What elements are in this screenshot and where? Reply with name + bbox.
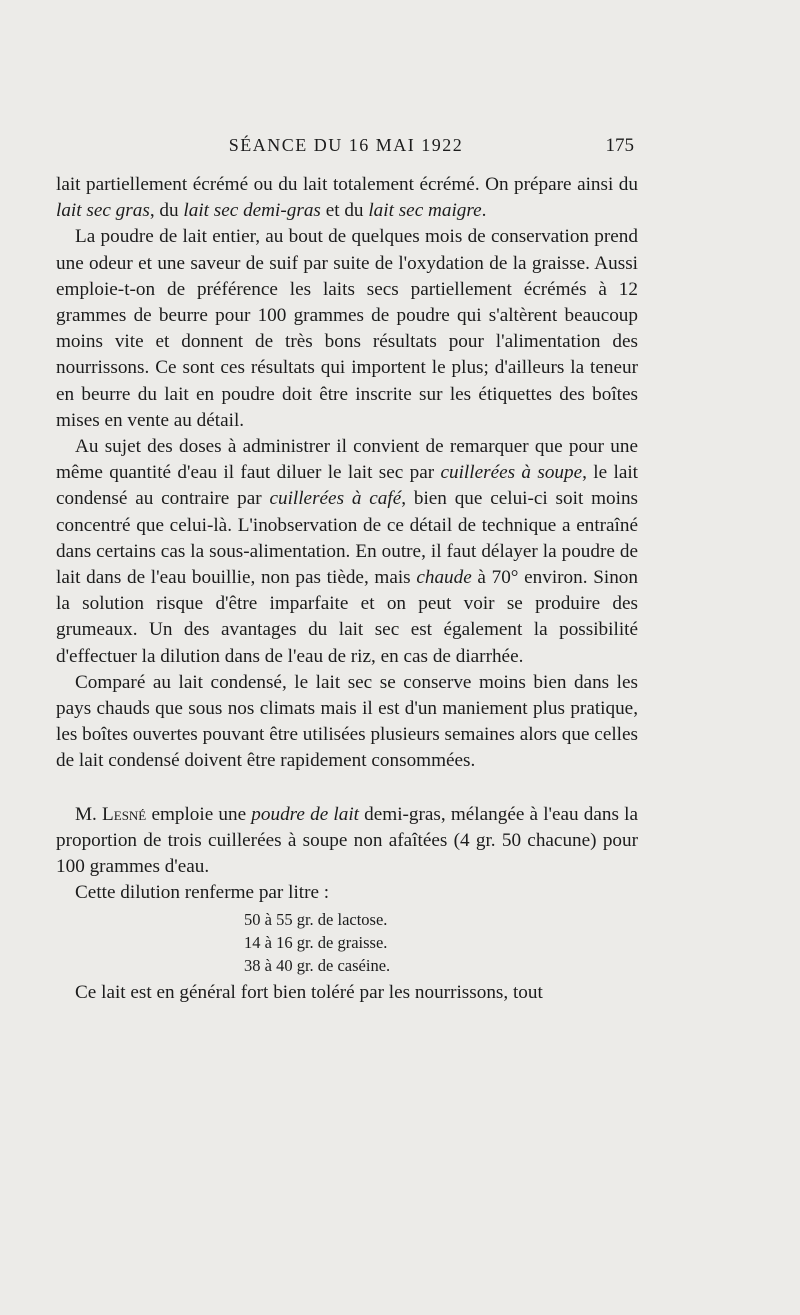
paragraph-tolerance: Ce lait est en général fort bien toléré par les nourrissons, tout <box>75 982 543 1004</box>
composition-item-casein: 38 à 40 gr. de caséine. <box>244 956 391 976</box>
paragraph-text: , du <box>149 200 179 222</box>
paragraph-text: à 70° environ. Sinon la solution risque d'être imparfaite et on peut voir se produire des grumeaux. Un des avantages du lait sec est également la possibilité d'effectuer la dilution dans de l'eau de riz, en cas de diarrhée. <box>56 567 638 667</box>
paragraph-text: , le lait condensé au contraire par <box>56 462 638 510</box>
paragraph-text: lait partiellement écrémé ou du lait totalement écrémé. On prépare ainsi du <box>56 174 638 195</box>
italic-term: poudre de lait <box>251 803 359 825</box>
page-number: 175 <box>605 135 634 156</box>
paragraph-dilution: Cette dilution renferme par litre : <box>75 882 330 904</box>
paragraph-text: demi-gras, mélangée à l'eau dans la proportion de trois cuillerées à soupe non afaîtées (4 gr. 50 chacune) pour 100 grammes d'eau. <box>56 803 638 878</box>
paragraph-text: emploie une <box>151 803 247 825</box>
running-title: SÉANCE DU 16 MAI 1922 <box>228 135 464 155</box>
running-head <box>56 131 636 161</box>
paragraph-lesne <box>56 802 638 881</box>
paragraph-milk-powder: La poudre de lait entier, au bout de quelques mois de conservation prend une odeur et une saveur de suif par suite de l'oxydation de la graisse. Aussi emploie-t-on de préférence les laits secs partiellement écrémés à 12 grammes de beurre pour 100 grammes de poudre qui s'altèrent beaucoup moins vite et donnent de très bons résultats pour l'alimentation des nourrissons. Ce sont ces résultats qui importent le plus; d'ailleurs la teneur en beurre du lait en poudre doit être inscrite sur les étiquettes des boîtes mises en vente au détail. <box>56 226 638 431</box>
paragraph-text: . <box>481 200 487 222</box>
paragraph-text: et du <box>325 200 364 222</box>
paragraph-text: Au sujet des doses à administrer il convient de remarquer que pour une même quantité d'eau il faut diluer le lait sec par <box>56 436 638 484</box>
author-name: Lesné <box>102 803 147 825</box>
paragraph-text: , bien que celui-ci soit moins concentré que celui-là. L'inobservation de ce détail de technique a entraîné dans certains cas la sous-alimentation. En outre, il faut délayer la poudre de lait dans de l'eau bouillie, non pas tiède, mais <box>56 488 639 589</box>
italic-term: cuillerées à soupe <box>440 462 583 484</box>
italic-term: chaude <box>416 567 472 589</box>
paragraph-comparison: Comparé au lait condensé, le lait sec se conserve moins bien dans les pays chauds que sous nos climats mais il est d'un maniement plus pratique, les boîtes ouvertes pouvant être utilisées plusieurs semaines alors que celles de lait condensé doivent être rapidement consommées. <box>56 671 638 772</box>
paragraph-doses <box>56 434 638 670</box>
composition-item-fat: 14 à 16 gr. de graisse. <box>244 933 388 953</box>
italic-term: cuillerées à café <box>269 488 402 510</box>
italic-term: lait sec gras <box>56 200 150 222</box>
italic-term: lait sec maigre <box>368 200 482 222</box>
body-text <box>56 172 638 1007</box>
paragraph-continuation <box>56 172 638 224</box>
composition-list <box>244 908 638 977</box>
italic-term: lait sec demi-gras <box>183 200 321 222</box>
composition-item-lactose: 50 à 55 gr. de lactose. <box>244 910 388 930</box>
paragraph-text: M. <box>75 803 97 825</box>
